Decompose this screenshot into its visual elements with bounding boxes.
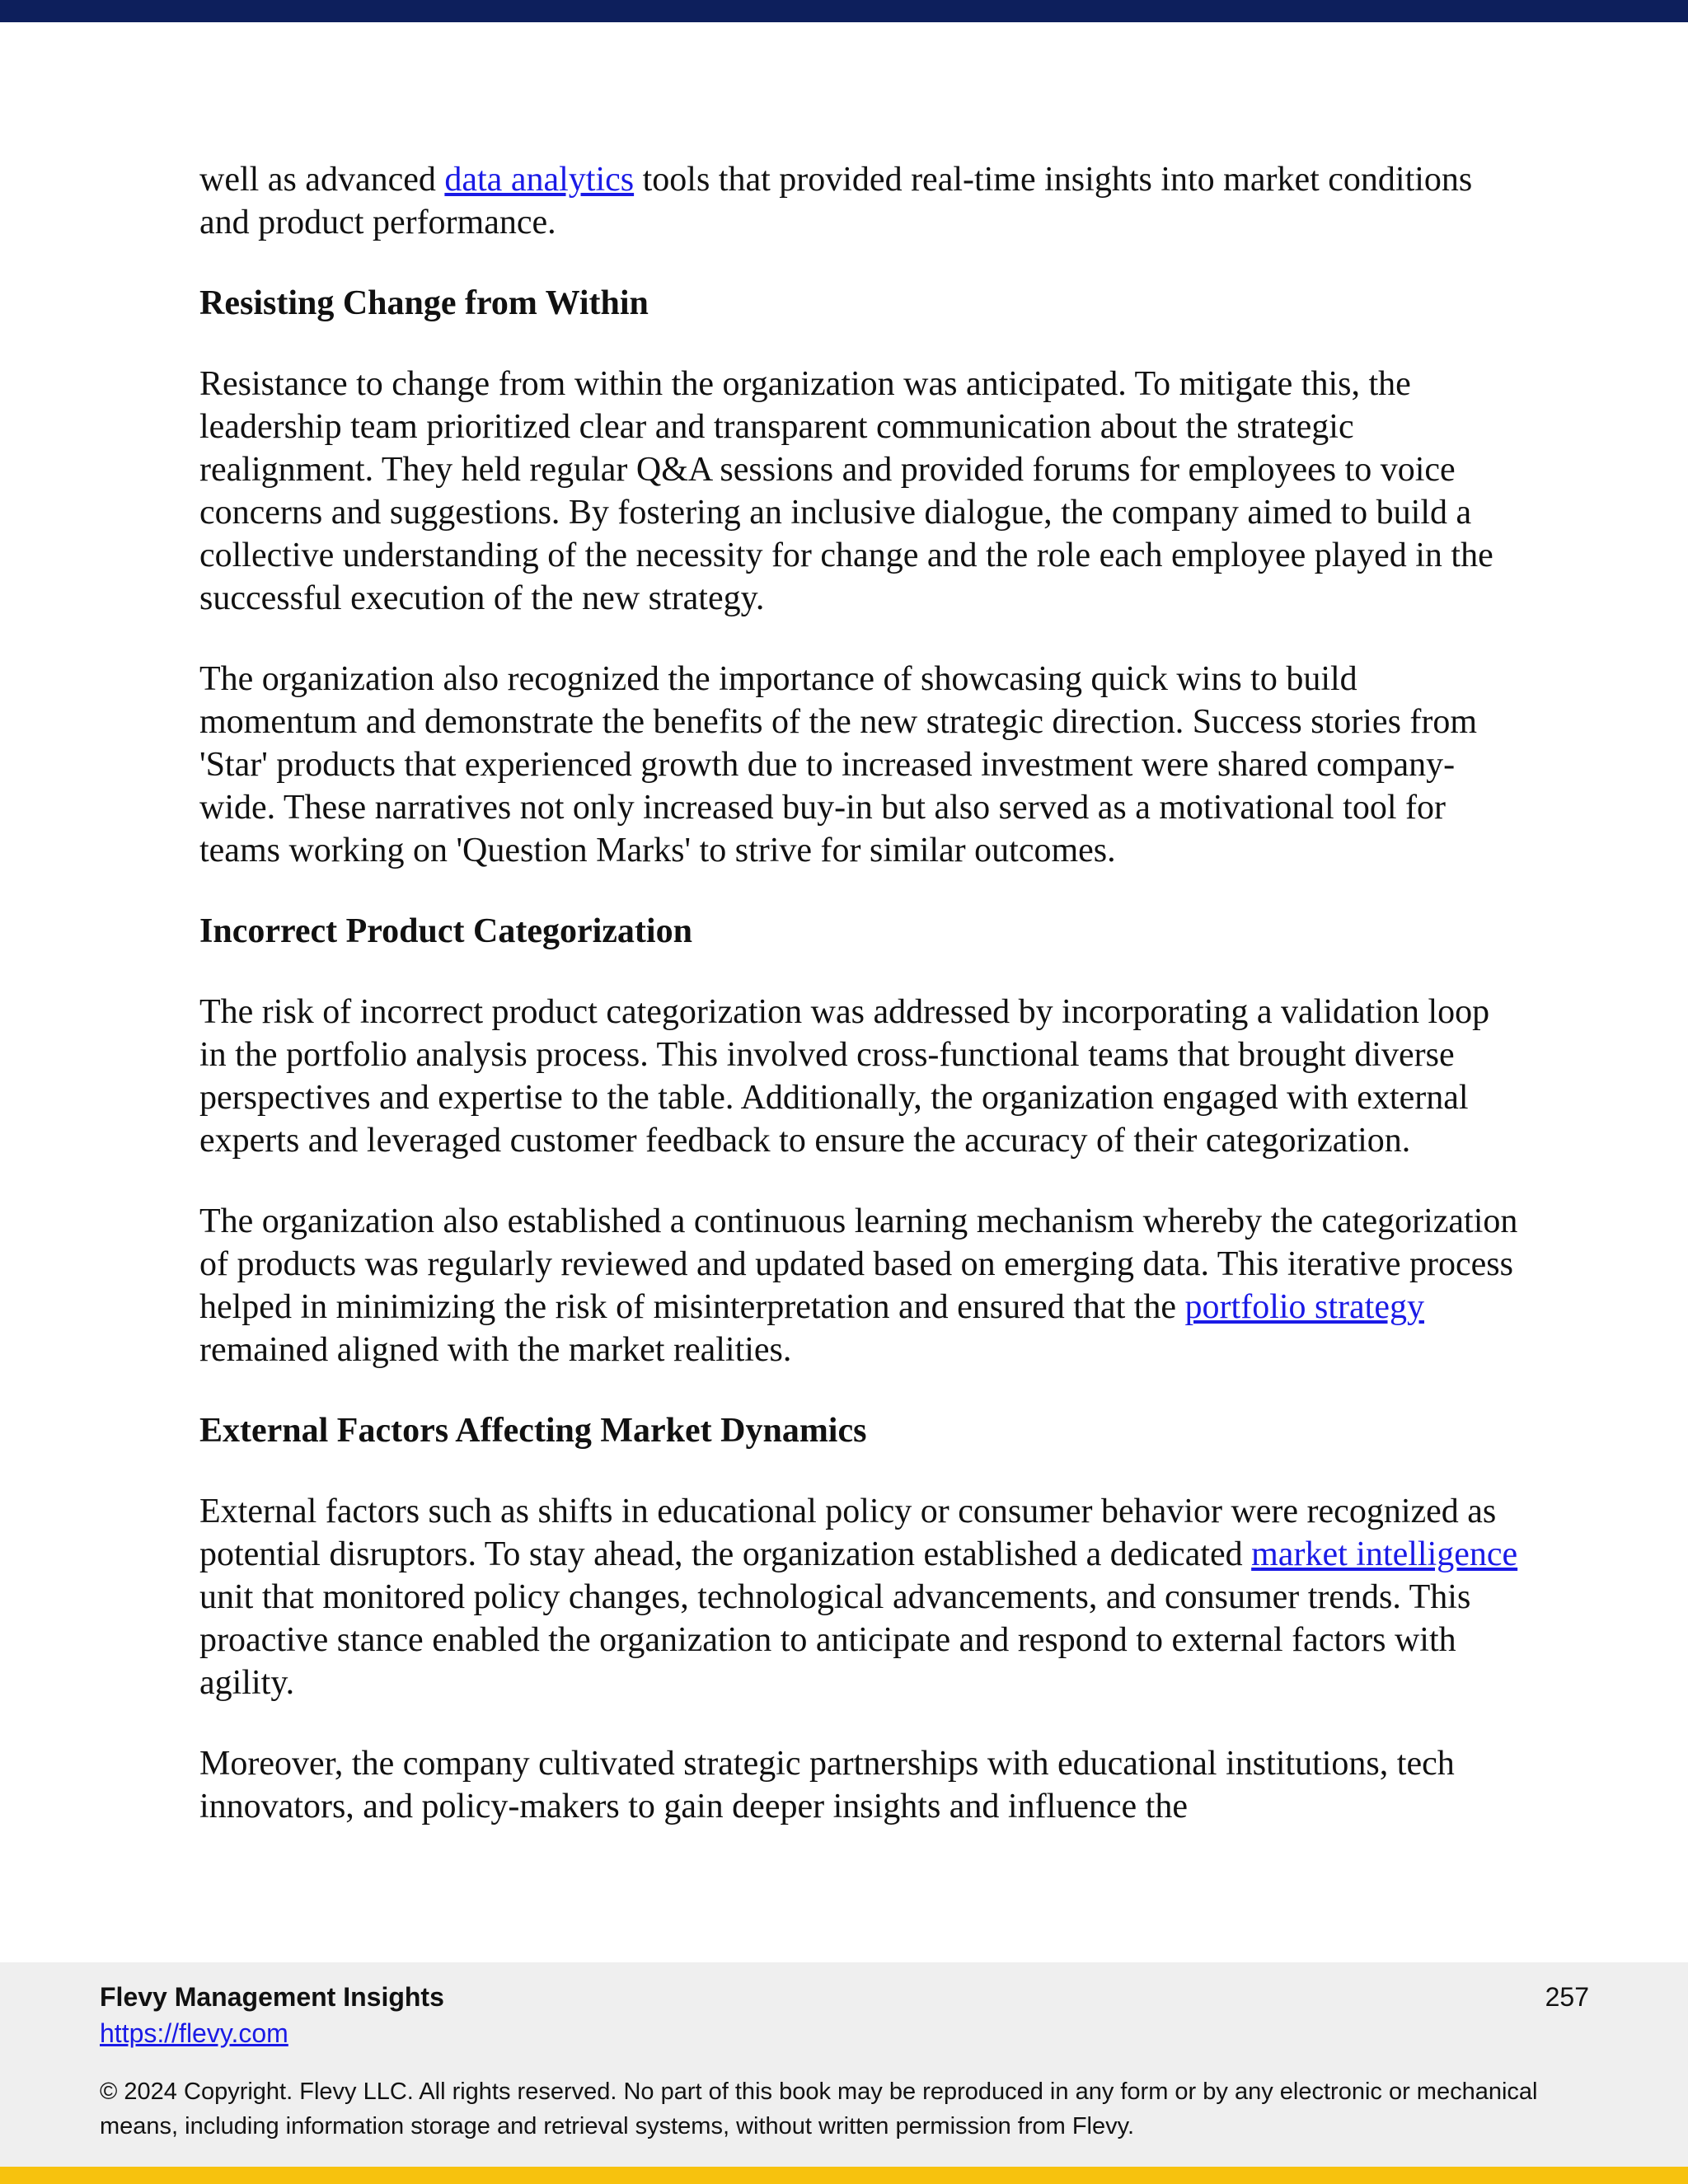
paragraph: Resistance to change from within the organization was anticipated. To mitigate this, the leadership team prioritized clear and transparent communication about the strategic realignment. They held regular Q&A sessions and provided forums for employees to voice concerns and suggestions. By fostering an inclusive dialogue, the company aimed to build a collective understanding of the necessity for change and the role each employee played in the successful execution of the new strategy. xyxy=(199,365,1493,617)
paragraph xyxy=(199,158,1518,244)
top-banner-bar xyxy=(0,0,1688,22)
paragraph-text: tools that provided real-time insights into market conditions and product performance. xyxy=(199,161,1473,241)
paragraph-text: unit that monitored policy changes, technological advancements, and consumer trends. This proactive stance enabled the organization to anticipate and respond to external factors with agility. xyxy=(199,1578,1471,1702)
paragraph xyxy=(199,1490,1518,1704)
paragraph-text: well as advanced xyxy=(199,161,445,199)
paragraph: Moreover, the company cultivated strategic partnerships with educational institutions, tech innovators, and policy-makers to gain deeper insights and influence the xyxy=(199,1745,1455,1825)
footer-url-link[interactable]: https://flevy.com xyxy=(100,2018,288,2048)
page-footer xyxy=(0,1962,1688,2167)
paragraph-text: The organization also established a continuous learning mechanism whereby the categorization of products was regularly reviewed and updated based on emerging data. This iterative process helped in minimizing the risk of misinterpretation and ensured that the xyxy=(199,1202,1518,1326)
section-heading: External Factors Affecting Market Dynamics xyxy=(199,1412,867,1450)
bottom-accent-bar xyxy=(0,2167,1688,2184)
paragraph: The organization also recognized the importance of showcasing quick wins to build momentum and demonstrate the benefits of the new strategic direction. Success stories from 'Star' products that experienced growth due to increased investment were shared company-wide. These narratives not only increased buy-in but also served as a motivational tool for teams working on 'Question Marks' to strive for similar outcomes. xyxy=(199,660,1478,869)
section-heading: Resisting Change from Within xyxy=(199,284,649,322)
document-body xyxy=(199,158,1518,1866)
link-portfolio-strategy[interactable]: portfolio strategy xyxy=(1184,1288,1424,1326)
paragraph-text: remained aligned with the market realities. xyxy=(199,1331,792,1369)
paragraph xyxy=(199,1200,1518,1371)
page-number: 257 xyxy=(1545,1982,1589,2012)
paragraph-text: External factors such as shifts in educational policy or consumer behavior were recognized as potential disruptors. To stay ahead, the organization established a dedicated xyxy=(199,1493,1497,1573)
paragraph: The risk of incorrect product categorization was addressed by incorporating a validation loop in the portfolio analysis process. This involved cross-functional teams that brought diverse perspectives and expertise to the table. Additionally, the organization engaged with external experts and leveraged customer feedback to ensure the accuracy of their categorization. xyxy=(199,993,1490,1160)
footer-brand: Flevy Management Insights xyxy=(100,1982,444,2012)
link-market-intelligence[interactable]: market intelligence xyxy=(1251,1535,1518,1573)
copyright-notice: © 2024 Copyright. Flevy LLC. All rights reserved. No part of this book may be reproduced in any form or by any electronic or mechanical means, including information storage and retrieval systems, without written permission from Flevy. xyxy=(100,2079,1538,2139)
section-heading: Incorrect Product Categorization xyxy=(199,912,692,950)
link-data-analytics[interactable]: data analytics xyxy=(444,161,635,199)
